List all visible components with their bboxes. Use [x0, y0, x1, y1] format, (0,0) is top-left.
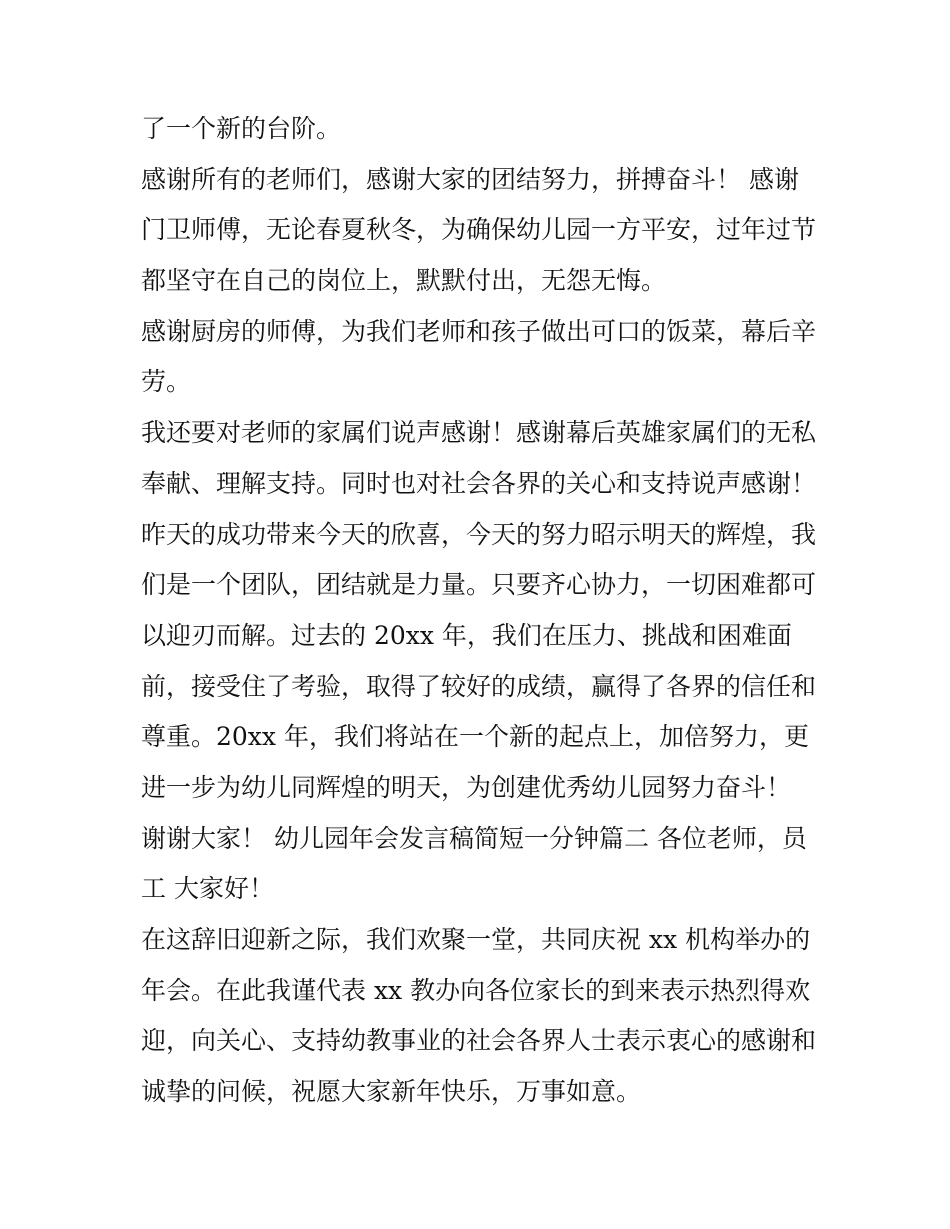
text-line: 诚挚的问候，祝愿大家新年快乐，万事如意。	[141, 1077, 642, 1107]
text-line: 以迎刃而解。过去的 20xx 年，我们在压力、挑战和困难面	[141, 620, 792, 650]
body-text	[141, 104, 821, 1118]
text-line: 前，接受住了考验，取得了较好的成绩，赢得了各界的信任和	[141, 671, 817, 701]
text-line: 进一步为幼儿同辉煌的明天，为创建优秀幼儿园努力奋斗！	[141, 772, 792, 802]
text-line: 们是一个团队，团结就是力量。只要齐心协力，一切困难都可	[141, 570, 817, 600]
text-line: 我还要对老师的家属们说声感谢！感谢幕后英雄家属们的无私	[141, 418, 817, 448]
text-line: 劳。	[141, 367, 192, 397]
text-line: 年会。在此我谨代表 xx 教办向各位家长的到来表示热烈得欢	[141, 975, 811, 1005]
text-line: 感谢所有的老师们，感谢大家的团结努力，拼搏奋斗！ 感谢	[141, 164, 799, 194]
text-line: 了一个新的台阶。	[141, 114, 342, 143]
text-line: 尊重。20xx 年，我们将站在一个新的起点上，加倍努力，更	[141, 722, 809, 752]
text-line: 迎，向关心、支持幼教事业的社会各界人士表示衷心的感谢和	[141, 1026, 817, 1056]
text-line: 都坚守在自己的岗位上，默默付出，无怨无悔。	[141, 266, 667, 296]
text-line: 谢谢大家！ 幼儿园年会发言稿简短一分钟篇二 各位老师，员	[141, 823, 807, 853]
text-line: 昨天的成功带来今天的欣喜，今天的努力昭示明天的辉煌，我	[141, 519, 817, 549]
text-line: 感谢厨房的师傅，为我们老师和孩子做出可口的饭菜，幕后辛	[141, 316, 817, 346]
text-line: 在这辞旧迎新之际，我们欢聚一堂，共同庆祝 xx 机构举办的	[141, 925, 811, 954]
text-line: 门卫师傅，无论春夏秋冬，为确保幼儿园一方平安，过年过节	[141, 215, 817, 245]
text-line: 奉献、理解支持。同时也对社会各界的关心和支持说声感谢！	[141, 468, 817, 498]
text-line: 工 大家好！	[141, 874, 274, 904]
